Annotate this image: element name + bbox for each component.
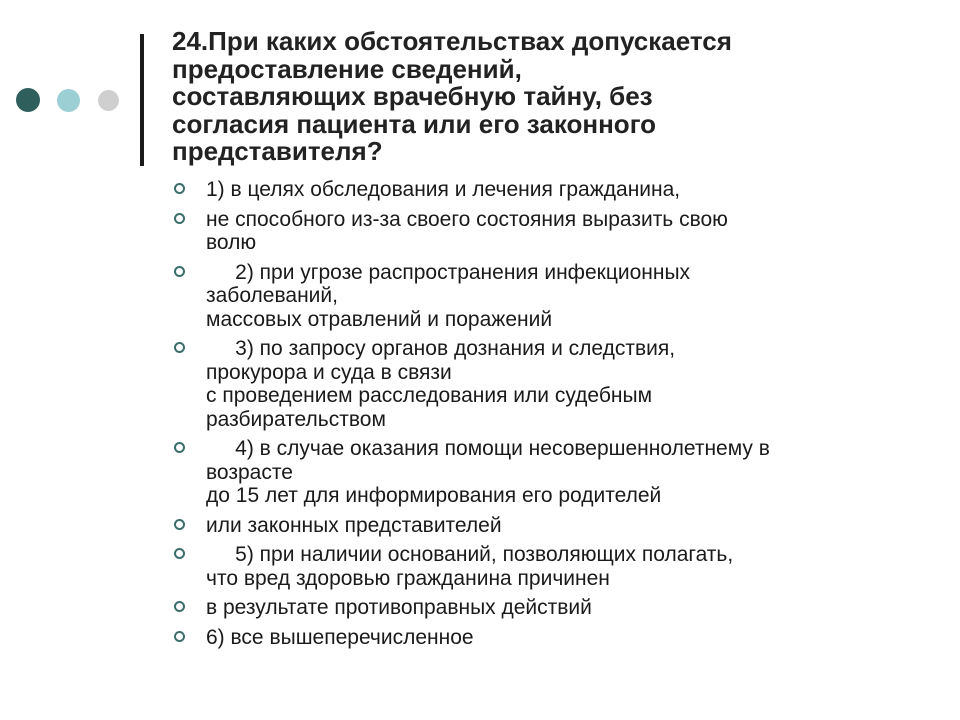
list-item-line: заболеваний, [206,284,338,307]
dark-teal-dot [16,88,40,112]
list-item-line: 6) все вышеперечисленное [206,625,474,649]
title-line: согласия пациента или его законного [172,108,657,139]
list-item-line: 1) в целях обследования и лечения гражданина, [206,178,681,201]
list-item-line: в результате противоправных действий [206,596,592,619]
list-item [172,208,932,255]
list-item-line: 2) при угрозе распространения инфекционных [206,260,691,284]
list-item-line: разбирательством [206,407,386,431]
gray-dot [98,90,119,111]
list-item-line: что вред здоровью гражданина причинен [206,566,610,590]
list-item-line: 4) в случае оказания помощи несовершеннолетнему в [206,437,770,460]
list-item-line: не способного из-за своего состояния выразить свою [206,207,728,231]
list-item [172,596,932,620]
list-item [172,543,932,590]
ring-bullet-icon [174,183,185,194]
title-divider-line [140,34,144,166]
ring-bullet-icon [174,442,185,453]
list-item [172,337,932,431]
ring-bullet-icon [174,631,185,642]
title-line: составляющих врачебную тайну, без [172,81,653,111]
list-item-line: волю [206,231,257,254]
slide-title [172,28,932,166]
list-item [172,626,932,650]
ring-bullet-icon [174,342,185,353]
title-line: 24.При каких обстоятельствах допускается [172,26,732,56]
list-item-line: до 15 лет для информирования его родителей [206,484,662,507]
list-item [172,178,932,202]
list-item-line: прокурора и суда в связи [206,360,452,384]
ring-bullet-icon [174,266,185,277]
list-item-line: 5) при наличии оснований, позволяющих полагать, [206,543,734,566]
ring-bullet-icon [174,548,185,559]
list-item [172,437,932,508]
title-line: представителя? [172,136,383,166]
ring-bullet-icon [174,601,185,612]
ring-bullet-icon [174,519,185,530]
list-item-line: возрасте [206,460,293,484]
list-item [172,261,932,332]
list-item-line: или законных представителей [206,513,502,537]
title-line: предоставление сведений, [172,53,522,84]
light-blue-dot [57,89,80,112]
list-item-line: с проведением расследования или судебным [206,384,653,407]
list-item-line: 3) по запросу органов дознания и следствия, [206,337,676,360]
list-item-line: массовых отравлений и поражений [206,307,553,331]
answer-list [172,178,932,655]
list-item [172,514,932,538]
ring-bullet-icon [174,213,185,224]
